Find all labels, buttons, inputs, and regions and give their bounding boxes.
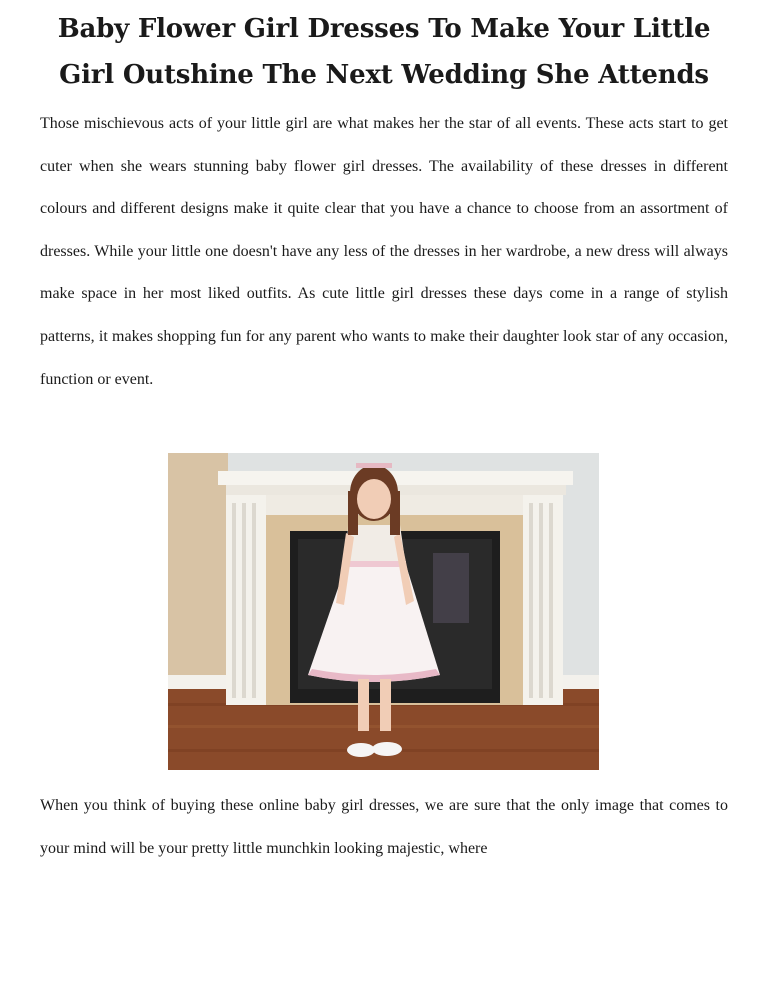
page-title: Baby Flower Girl Dresses To Make Your Little Girl Outshine The Next Wedding She Attends: [57, 14, 711, 90]
flower-girl-dress-photo: [168, 453, 599, 770]
closing-paragraph: When you think of buying these online baby girl dresses, we are sure that the only image that comes to your mind will be your pretty little munchkin looking majestic, where: [40, 797, 728, 857]
intro-paragraph: Those mischievous acts of your little girl are what makes her the star of all events. These acts start to get cuter when she wears stunning baby flower girl dresses. The availability of these dresses in different colours and different designs make it quite clear that you have a chance to choose from an assortment of dresses. While your little one doesn't have any less of the dresses in her wardrobe, a new dress will always make space in her most liked outfits. As cute little girl dresses these days come in a range of stylish patterns, it makes shopping fun for any parent who wants to make their daughter look star of any occasion, function or event.: [40, 115, 728, 388]
